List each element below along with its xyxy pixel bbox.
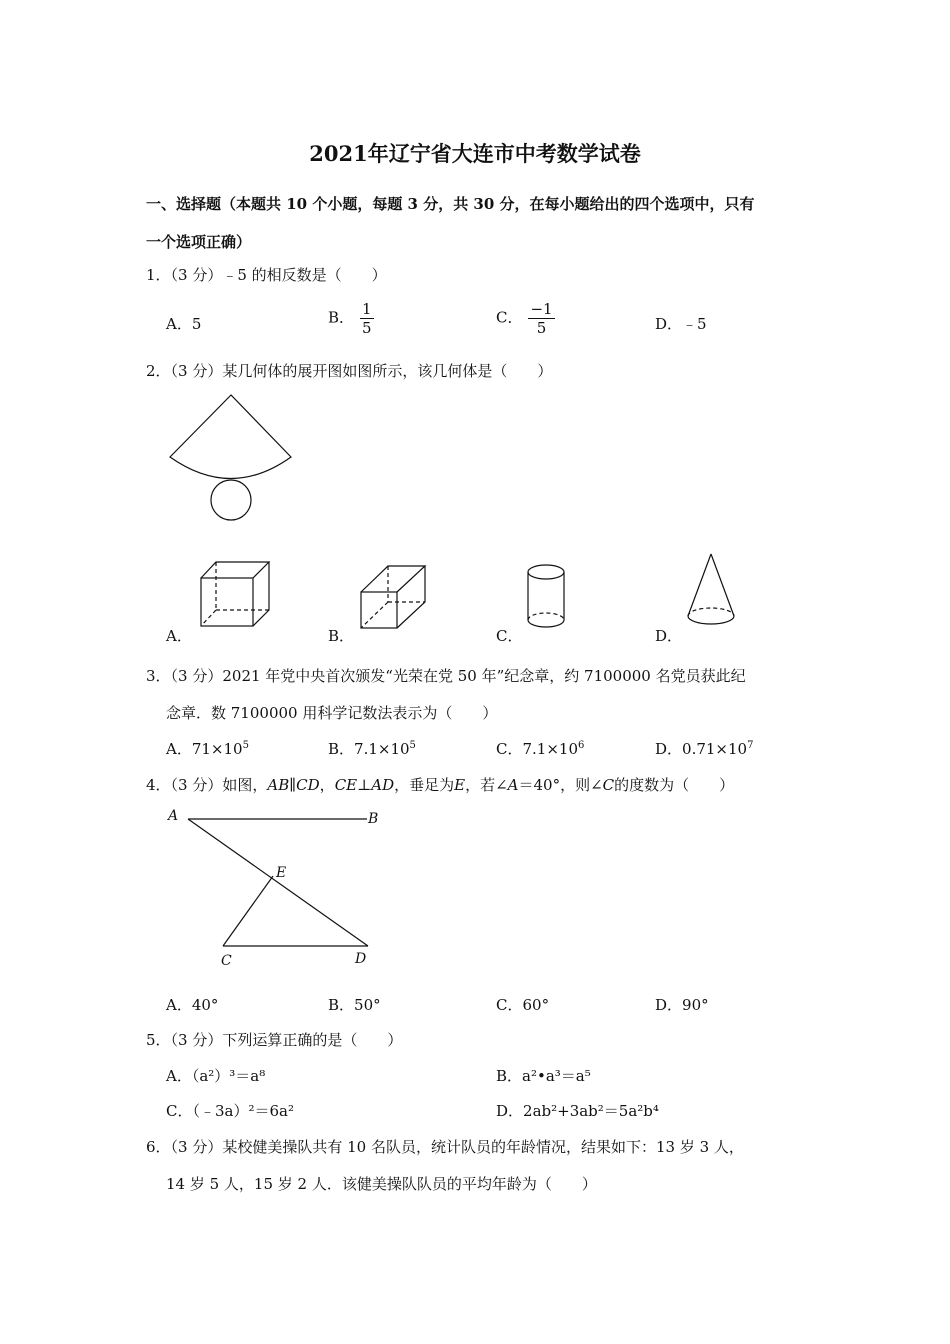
- stem-text: ⊥: [357, 776, 372, 794]
- segment-ce: [223, 876, 273, 946]
- cuboid-figure: [358, 562, 438, 642]
- question-6-stem-line2: 14 岁 5 人，15 岁 2 人．该健美操队队员的平均年龄为（ ）: [166, 1175, 597, 1193]
- question-3-option-a: [166, 738, 249, 759]
- stem-text: ，若∠: [465, 776, 508, 794]
- section-heading-line1: 一、选择题（本题共 10 个小题，每题 3 分，共 30 分，在每小题给出的四个选项中，只有: [146, 195, 755, 213]
- question-5-option-d: D．2ab²+3ab²＝5a²b⁴: [496, 1102, 659, 1120]
- stem-text: ＝40°，则∠: [518, 776, 603, 794]
- option-text: C．7.1×10: [496, 740, 578, 758]
- cube-figure: [196, 560, 276, 640]
- question-1-option-a: A．5: [166, 315, 202, 333]
- question-2-option-a: A．: [166, 627, 192, 645]
- question-4-option-d: D．90°: [655, 996, 709, 1014]
- stem-text: ，: [319, 776, 335, 794]
- exponent: 6: [578, 740, 585, 751]
- stem-var: A: [507, 776, 519, 794]
- option-b-label: B．: [328, 308, 355, 327]
- stem-text: ，垂足为: [394, 776, 455, 794]
- question-4-option-a: A．40°: [166, 996, 219, 1014]
- net-base-circle: [211, 480, 251, 520]
- fraction-c: [528, 300, 554, 337]
- cuboid-right-edges: [397, 566, 425, 628]
- stem-var: C: [602, 776, 615, 794]
- cylinder-bottom-back: [528, 613, 564, 620]
- option-text: B．7.1×10: [328, 740, 410, 758]
- question-1-stem: 1．（3 分）﹣5 的相反数是（ ）: [146, 266, 387, 284]
- question-2-option-d: D．: [655, 627, 683, 645]
- fraction-b-numerator: 1: [362, 300, 372, 318]
- question-5-option-c: C．（﹣3a）²＝6a²: [166, 1102, 294, 1120]
- question-3-option-c: [496, 738, 584, 759]
- stem-text: 4．（3 分）如图，: [146, 776, 268, 794]
- stem-text: 的度数为（ ）: [614, 776, 735, 794]
- point-label-e: E: [276, 865, 287, 881]
- question-3-stem-line1: 3．（3 分）2021 年党中央首次颁发“光荣在党 50 年”纪念章，约 7100000 名党员获此纪: [146, 667, 746, 685]
- fraction-b-denominator: 5: [362, 319, 372, 337]
- question-1-option-d: D．﹣5: [655, 315, 707, 333]
- stem-var: AB: [267, 776, 290, 794]
- cylinder-top: [528, 565, 564, 579]
- question-4-option-b: B．50°: [328, 996, 381, 1014]
- cube-right-edges: [253, 562, 269, 626]
- cube-front-face: [201, 578, 253, 626]
- cylinder-figure: [526, 562, 576, 637]
- cone-base-front: [688, 616, 734, 624]
- option-text: A．71×10: [166, 740, 243, 758]
- point-label-d: D: [355, 951, 367, 967]
- stem-var: E: [454, 776, 466, 794]
- net-figure: [165, 390, 305, 525]
- cone-base-back: [688, 608, 734, 616]
- fraction-b: [360, 300, 374, 337]
- question-5-option-b: B．a²•a³＝a⁵: [496, 1067, 591, 1085]
- question-4-stem: [146, 774, 734, 795]
- option-c-label: C．: [496, 308, 523, 327]
- question-3-option-b: [328, 738, 416, 759]
- exponent: 7: [747, 740, 754, 751]
- stem-text: ∥: [289, 776, 297, 794]
- question-6-stem-line1: 6．（3 分）某校健美操队共有 10 名队员，统计队员的年龄情况，结果如下：13 岁 3 人，: [146, 1138, 744, 1156]
- question-2-stem: 2．（3 分）某几何体的展开图如图所示，该几何体是（ ）: [146, 362, 553, 380]
- question-2-option-b: B．: [328, 627, 355, 645]
- question-1-option-c: [496, 300, 555, 337]
- cone-figure: [685, 552, 745, 632]
- geometry-figure: [165, 805, 395, 970]
- question-1-option-b: [328, 300, 374, 337]
- question-5-option-a: A．（a²）³＝a⁸: [166, 1067, 266, 1085]
- point-label-c: C: [221, 953, 232, 969]
- question-5-stem: 5．（3 分）下列运算正确的是（ ）: [146, 1031, 403, 1049]
- question-2-option-c: C．: [496, 627, 523, 645]
- point-label-b: B: [368, 811, 379, 827]
- option-text: D．0.71×10: [655, 740, 748, 758]
- question-4-option-c: C．60°: [496, 996, 550, 1014]
- segment-ad: [188, 819, 368, 946]
- stem-var: AD: [371, 776, 395, 794]
- fraction-c-denominator: 5: [536, 319, 547, 337]
- question-3-option-d: [655, 738, 753, 759]
- net-sector: [170, 395, 291, 479]
- stem-var: CE: [334, 776, 358, 794]
- exponent: 5: [409, 740, 416, 751]
- question-3-stem-line2: 念章．数 7100000 用科学记数法表示为（ ）: [166, 704, 498, 722]
- section-heading-line2: 一个选项正确）: [146, 233, 252, 251]
- page-title: 2021年辽宁省大连市中考数学试卷: [309, 141, 641, 166]
- fraction-c-numerator: −1: [530, 300, 553, 318]
- cube-top-edges: [201, 562, 269, 578]
- point-label-a: A: [168, 808, 179, 824]
- exponent: 5: [242, 740, 249, 751]
- cuboid-top-edges: [361, 566, 425, 592]
- stem-var: CD: [296, 776, 320, 794]
- cylinder-bottom-front: [528, 620, 564, 627]
